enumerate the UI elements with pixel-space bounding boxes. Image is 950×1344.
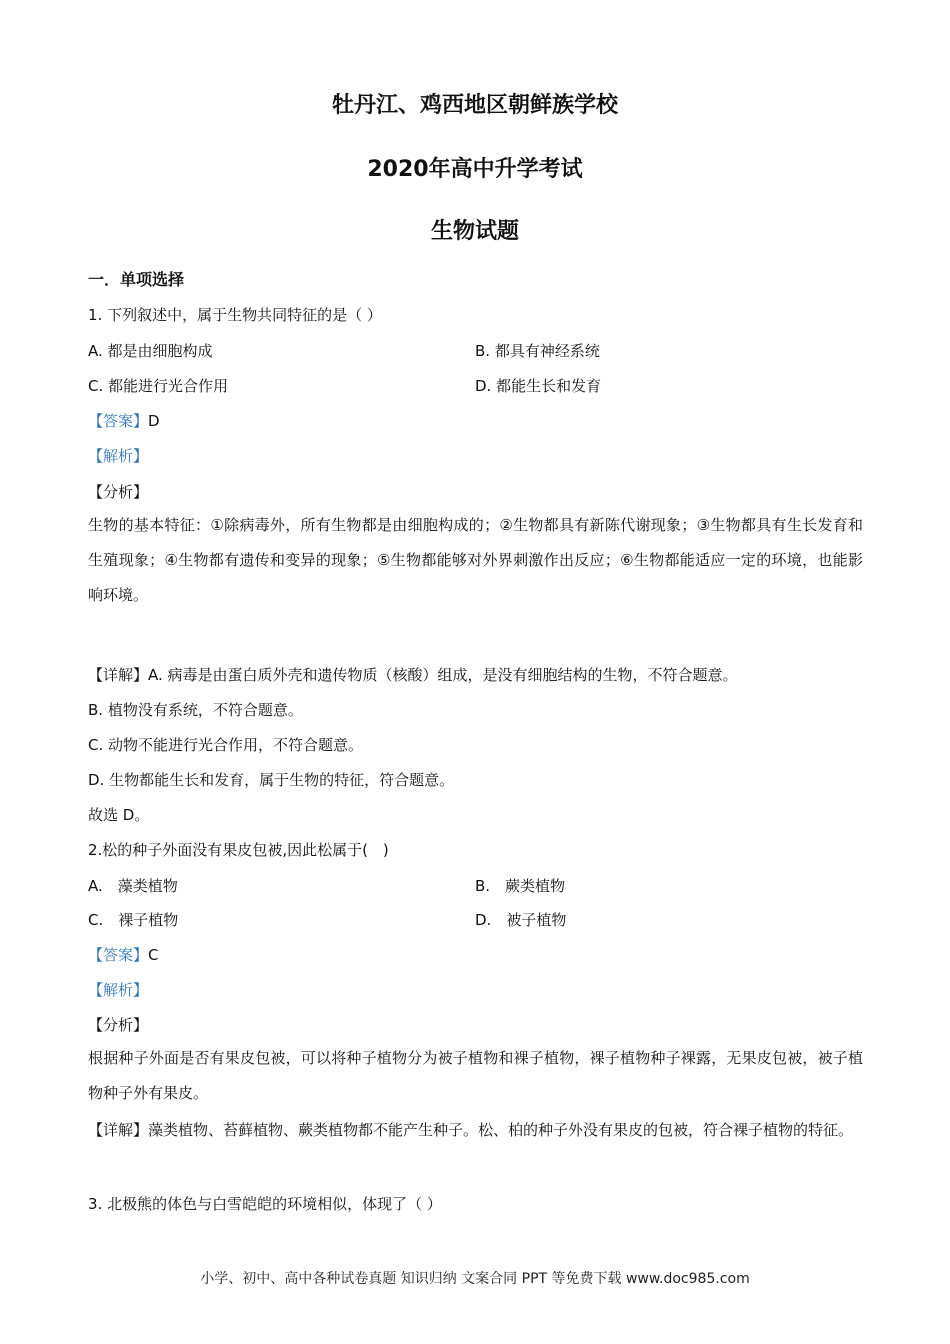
q1-detail-a: 【详解】A. 病毒是由蛋白质外壳和遗传物质（核酸）组成，是没有细胞结构的生物，不符合题意。: [88, 666, 738, 684]
q2-detail-label: 【详解】: [88, 1121, 149, 1139]
q2-answer-value: C: [148, 946, 159, 964]
q1-detail-b: B. 植物没有系统，不符合题意。: [88, 701, 303, 719]
q1-detail-d: D. 生物都能生长和发育，属于生物的特征，符合题意。: [88, 771, 455, 789]
q2-option-c: C. 裸子植物: [88, 911, 179, 929]
q1-conclusion: 故选 D。: [88, 806, 150, 824]
q1-answer-label: 【答案】: [88, 412, 149, 430]
q2-fenxi-label: 【分析】: [88, 1016, 149, 1034]
q1-stem: 1. 下列叙述中，属于生物共同特征的是（ ）: [88, 306, 382, 324]
subject-title: 生物试题: [430, 219, 519, 244]
q1-answer-value: D: [148, 412, 160, 430]
q2-option-d: D. 被子植物: [475, 911, 567, 929]
q2-answer: [88, 945, 159, 965]
q1-option-a: A. 都是由细胞构成: [88, 342, 213, 360]
school-title: 牡丹江、鸡西地区朝鲜族学校: [331, 93, 618, 118]
q2-analysis-label: 【解析】: [88, 981, 149, 999]
q1-option-d: D. 都能生长和发育: [475, 377, 602, 395]
q2-stem: 2.松的种子外面没有果皮包被,因此松属于( ): [88, 841, 389, 859]
q2-detail-text: 藻类植物、苔藓植物、蕨类植物都不能产生种子。松、柏的种子外没有果皮的包被，符合裸子植物的特征。: [148, 1121, 854, 1139]
q2-option-a: A. 藻类植物: [88, 877, 178, 895]
q2-option-b: B. 蕨类植物: [475, 877, 566, 895]
q2-detail: [88, 1113, 863, 1148]
q1-detail-c: C. 动物不能进行光合作用，不符合题意。: [88, 736, 364, 754]
q1-option-b: B. 都具有神经系统: [475, 342, 600, 360]
page-footer: 小学、初中、高中各种试卷真题 知识归纳 文案合同 PPT 等免费下载 www.doc985.com: [200, 1271, 750, 1287]
q1-option-c: C. 都能进行光合作用: [88, 377, 229, 395]
q1-fenxi-label: 【分析】: [88, 483, 149, 501]
q3-stem: 3. 北极熊的体色与白雪皑皑的环境相似，体现了（ ）: [88, 1195, 442, 1213]
q1-analysis-label: 【解析】: [88, 447, 149, 465]
section-heading: 一．单项选择: [88, 270, 185, 289]
q2-fenxi-text: 根据种子外面是否有果皮包被，可以将种子植物分为被子植物和裸子植物，裸子植物种子裸露，无果皮包被，被子植物种子外有果皮。: [88, 1049, 863, 1102]
q1-fenxi-text: 生物的基本特征：①除病毒外，所有生物都是由细胞构成的；②生物都具有新陈代谢现象；③生物都具有生长发育和生殖现象；④生物都有遗传和变异的现象；⑤生物都能够对外界刺激作出反应；⑥生物都能适应一定的环境，也能影响环境。: [88, 516, 863, 604]
q1-answer: [88, 411, 160, 431]
exam-title: 2020年高中升学考试: [367, 157, 583, 182]
q2-answer-label: 【答案】: [88, 946, 149, 964]
